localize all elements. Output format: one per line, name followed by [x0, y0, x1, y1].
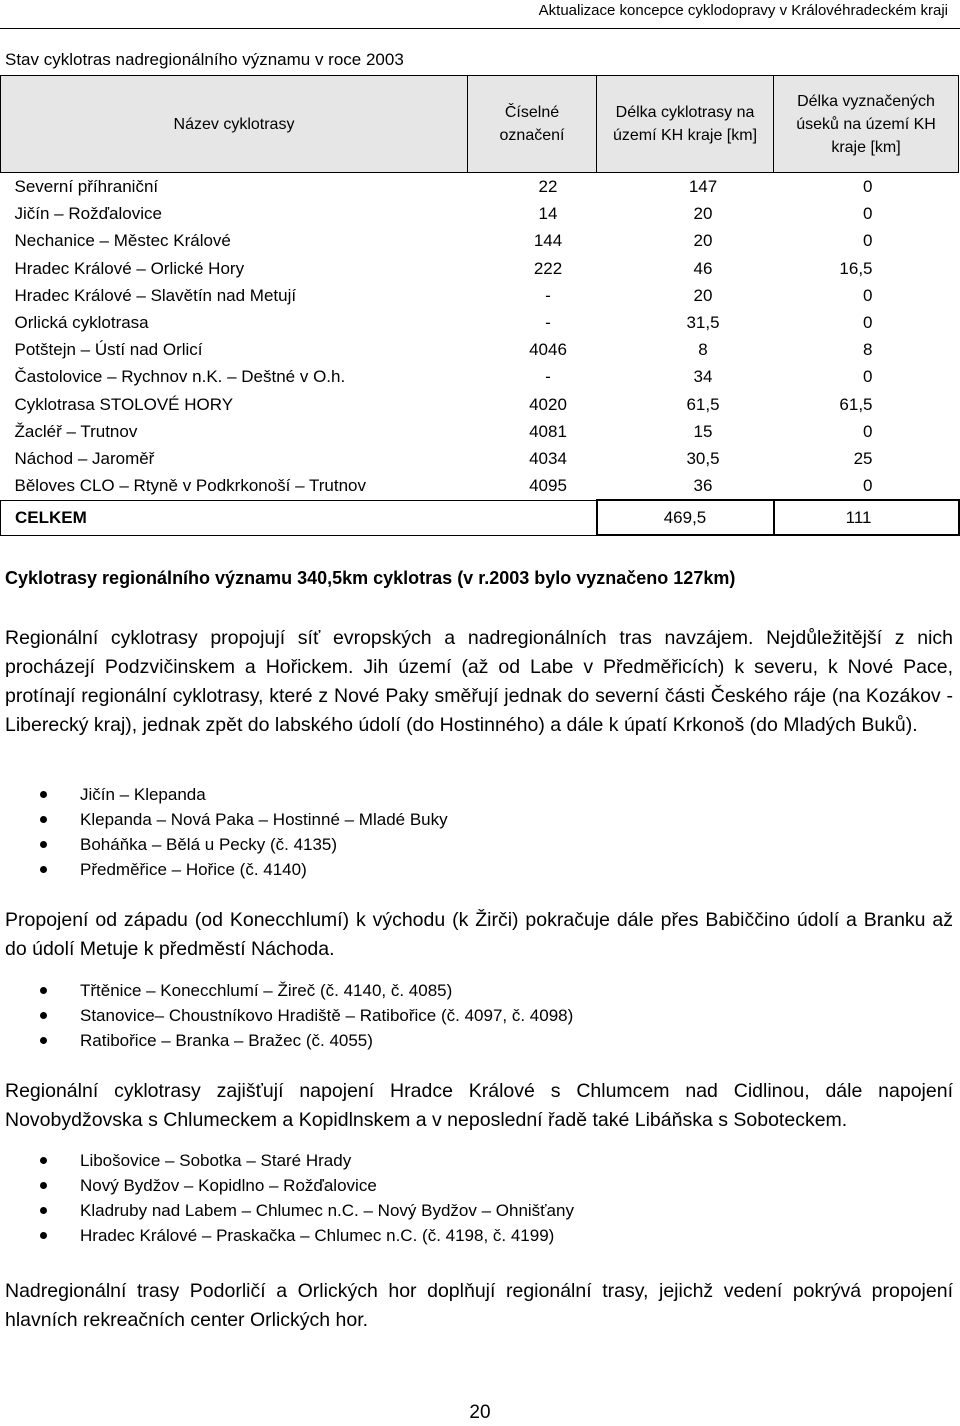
list-item [0, 857, 448, 882]
list-item [0, 1003, 573, 1028]
route-code: 4034 [529, 448, 567, 468]
list-item [0, 832, 448, 857]
table-row [1, 200, 959, 227]
route-code: 4095 [529, 476, 567, 496]
table-row [1, 309, 959, 336]
column-header-marked: Délka vyznačených úseků na území KH kraje [km] [774, 76, 959, 173]
column-header-name: Název cyklotrasy [1, 76, 468, 173]
table-row [1, 472, 959, 500]
route-code: 222 [533, 258, 563, 278]
table-row [1, 363, 959, 390]
bullet-icon [40, 1037, 47, 1044]
route-marked-length: 0 [863, 476, 873, 496]
list-item [0, 1148, 574, 1173]
route-name: Častolovice – Rychnov n.K. – Deštné v O.h. [14, 367, 346, 387]
header-rule [0, 28, 960, 29]
route-list-2 [0, 978, 573, 1053]
list-item-text: Kladruby nad Labem – Chlumec n.C. – Nový Bydžov – Ohnišťany [80, 1201, 574, 1220]
list-item [0, 807, 448, 832]
list-item [0, 1198, 574, 1223]
route-length: 36 [693, 476, 713, 496]
route-name: Hradec Králové – Slavětín nad Metují [14, 285, 297, 305]
cycle-routes-table [0, 75, 958, 536]
route-length: 8 [698, 340, 708, 360]
route-code: 14 [538, 204, 558, 224]
route-length: 20 [693, 285, 713, 305]
route-code: 4046 [529, 340, 567, 360]
list-item-text: Ratibořice – Branka – Bražec (č. 4055) [80, 1031, 373, 1050]
route-marked-length: 0 [863, 231, 873, 251]
table-row [1, 445, 959, 472]
route-marked-length: 0 [863, 285, 873, 305]
route-list-1 [0, 782, 448, 882]
route-marked-length: 25 [853, 448, 873, 468]
table-header-row [1, 76, 959, 173]
route-length: 20 [693, 204, 713, 224]
list-item [0, 1223, 574, 1248]
table-row [1, 255, 959, 282]
list-item [0, 782, 448, 807]
bullet-icon [40, 987, 47, 994]
bullet-icon [40, 1182, 47, 1189]
route-name: Běloves CLO – Rtyně v Podkrkonoší – Trutnov [14, 476, 367, 496]
route-length: 34 [693, 367, 713, 387]
route-name: Cyklotrasa STOLOVÉ HORY [14, 394, 234, 414]
table-total-row [1, 500, 959, 535]
bullet-icon [40, 816, 47, 823]
route-length: 20 [693, 231, 713, 251]
route-code: - [545, 285, 551, 305]
paragraph-2: Propojení od západu (od Konecchlumí) k východu (k Žirči) pokračuje dále přes Babiččino údolí a Branku až do údolí Metuje k předměstí Náchoda. [5, 909, 953, 960]
route-code: 144 [533, 231, 563, 251]
route-name: Severní příhraniční [14, 177, 159, 197]
paragraph-4: Nadregionální trasy Podorličí a Orlických hor doplňují regionální trasy, jejichž vedení pokrývá propojení hlavních rekreačních center Orlických hor. [5, 1280, 953, 1331]
route-marked-length: 8 [863, 340, 873, 360]
route-name: Hradec Králové – Orlické Hory [14, 258, 245, 278]
table-row [1, 336, 959, 363]
route-name: Náchod – Jaroměř [14, 448, 155, 468]
bullet-icon [40, 1157, 47, 1164]
table-row [1, 418, 959, 445]
bullet-icon [40, 791, 47, 798]
route-length: 31,5 [686, 313, 720, 333]
list-item [0, 1028, 573, 1053]
route-marked-length: 0 [863, 367, 873, 387]
route-code: 4081 [529, 421, 567, 441]
list-item-text: Předměřice – Hořice (č. 4140) [80, 860, 307, 879]
total-label: CELKEM [1, 500, 468, 535]
list-item [0, 1173, 574, 1198]
page-number: 20 [469, 1402, 491, 1423]
route-code: - [545, 367, 551, 387]
list-item-text: Libošovice – Sobotka – Staré Hrady [80, 1151, 352, 1170]
route-name: Žacléř – Trutnov [14, 421, 138, 441]
section-heading: Cyklotrasy regionálního významu 340,5km cyklotras (v r.2003 bylo vyznačeno 127km) [5, 568, 736, 588]
route-length: 30,5 [686, 448, 720, 468]
bullet-icon [40, 1232, 47, 1239]
route-marked-length: 61,5 [839, 394, 873, 414]
route-length: 61,5 [686, 394, 720, 414]
bullet-icon [40, 1207, 47, 1214]
list-item [0, 978, 573, 1003]
list-item-text: Boháňka – Bělá u Pecky (č. 4135) [80, 835, 338, 854]
list-item-text: Jičín – Klepanda [80, 785, 206, 804]
route-marked-length: 0 [863, 177, 873, 197]
route-marked-length: 0 [863, 421, 873, 441]
list-item-text: Hradec Králové – Praskačka – Chlumec n.C. (č. 4198, č. 4199) [80, 1226, 555, 1245]
route-name: Nechanice – Městec Králové [14, 231, 231, 251]
route-code: - [545, 313, 551, 333]
route-name: Jičín – Rožďalovice [14, 204, 162, 224]
bullet-icon [40, 866, 47, 873]
route-code: 22 [538, 177, 558, 197]
route-marked-length: 0 [863, 313, 873, 333]
table-row [1, 282, 959, 309]
paragraph-3: Regionální cyklotrasy zajišťují napojení Hradce Králové s Chlumcem nad Cidlinou, dále napojení Novobydžovska s Chlumeckem a Kopidlnskem a v neposlední řadě také Libáňska s Soboteckem. [5, 1080, 953, 1131]
total-code-blank [468, 500, 597, 535]
route-code: 4020 [529, 394, 567, 414]
route-length: 15 [693, 421, 713, 441]
list-item-text: Nový Bydžov – Kopidlno – Rožďalovice [80, 1176, 377, 1195]
running-title: Aktualizace koncepce cyklodopravy v Královéhradeckém kraji [538, 2, 948, 19]
list-item-text: Stanovice– Choustníkovo Hradiště – Ratibořice (č. 4097, č. 4098) [80, 1006, 574, 1025]
column-header-code: Číselné označení [468, 76, 597, 173]
route-marked-length: 0 [863, 204, 873, 224]
list-item-text: Třtěnice – Konecchlumí – Žireč (č. 4140, č. 4085) [80, 981, 453, 1000]
route-name: Potštejn – Ústí nad Orlicí [14, 340, 203, 360]
route-name: Orlická cyklotrasa [14, 313, 149, 333]
bullet-icon [40, 1012, 47, 1019]
table-row [1, 227, 959, 254]
column-header-length: Délka cyklotrasy na území KH kraje [km] [597, 76, 774, 173]
table-row [1, 391, 959, 418]
table-title: Stav cyklotras nadregionálního významu v roce 2003 [5, 50, 404, 69]
route-length: 147 [688, 177, 718, 197]
total-marked: 111 [774, 500, 959, 535]
route-list-3 [0, 1148, 574, 1248]
table-row [1, 173, 959, 201]
route-marked-length: 16,5 [839, 258, 873, 278]
bullet-icon [40, 841, 47, 848]
paragraph-1: Regionální cyklotrasy propojují síť evropských a nadregionálních tras navzájem. Nejdůležitější z nich procházejí Podzvičinskem a Hořickem. Jih území (až od Labe v Předměřicích) k severu, k Nové Pace, protínají regionální cyklotrasy, které z Nové Paky směřují jednak do severní části Českého ráje (na Kozákov - Liberecký kraj), jednak zpět do labského údolí (do Hostinného) a dále k úpatí Krkonoš (do Mladých Buků). [5, 627, 953, 736]
route-length: 46 [693, 258, 713, 278]
total-length: 469,5 [597, 500, 774, 535]
list-item-text: Klepanda – Nová Paka – Hostinné – Mladé Buky [80, 810, 448, 829]
